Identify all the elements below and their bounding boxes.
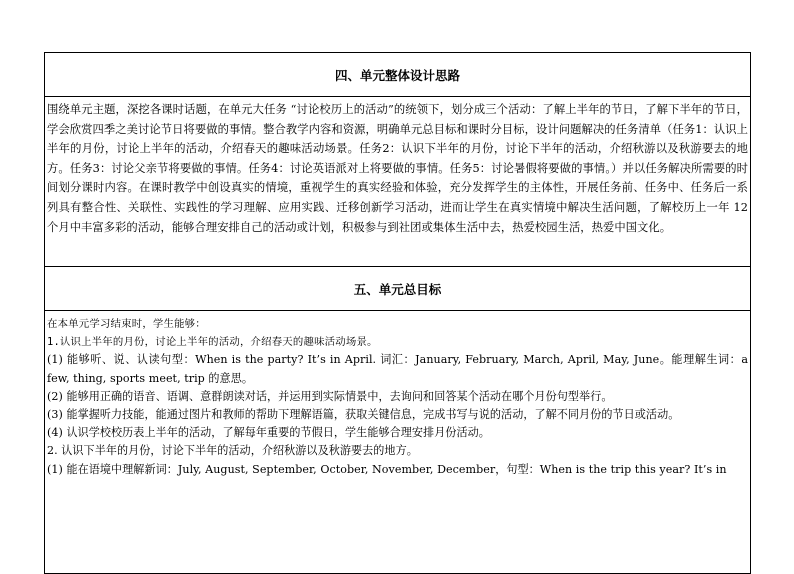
goal-1-item-4: (4) 认识学校校历表上半年的活动，了解每年重要的节假日，学生能够合理安排月份活动。 bbox=[47, 426, 490, 440]
section-4-body-row bbox=[45, 97, 750, 267]
section-4-paragraph: 围绕单元主题，深挖各课时话题，在单元大任务 “讨论校历上的活动”的统领下，划分成三个活动：了解上半年的节日，了解下半年的节日，学会欣赏四季之美讨论节日将要做的事情。整合教学内容和资源，明确单元总目标和课时分目标，设计问题解决的任务清单（任务1：认识上半年的月份，讨论上半年的活动，介绍春天的趣味活动场景。任务2：认识下半年的月份，讨论下半年的活动，介绍秋游以及秋游要去的地方。任务3：讨论父亲节将要做的事情。任务4：讨论英语派对上将要做的事情。任务5：讨论暑假将要做的事情。）并以任务解决所需要的时间划分课时内容。在课时教学中创设真实的情境，重视学生的真实经验和体验，充分发挥学生的主体性，开展任务前、任务中、任务后一系列具有整合性、关联性、实践性的学习理解、应用实践、迁移创新学习活动，进而让学生在真实情境中解决生活问题，了解校历上一年 12 个月中丰富多彩的活动，能够合理安排自己的活动或计划，积极参与到社团或集体生活中去，热爱校园生活，热爱中国文化。 bbox=[47, 103, 748, 234]
design-table bbox=[44, 52, 751, 574]
goal-1-title: 1.认识上半年的月份，讨论上半年的活动，介绍春天的趣味活动场景。 bbox=[47, 336, 378, 349]
section-5-body-row bbox=[45, 311, 750, 573]
goal-1-item-2: (2) 能够用正确的语音、语调、意群朗读对话，并运用到实际情景中，去询问和回答某个活动在哪个月份句型举行。 bbox=[47, 389, 613, 403]
section-4-heading-row bbox=[45, 53, 750, 97]
section-5-body bbox=[45, 315, 750, 479]
section-4-heading: 四、单元整体设计思路 bbox=[334, 67, 460, 83]
goal-2-item-1: (1) 能在语境中理解新词：July, August, September, October, November, December，句型：When is the trip this year? It’s in bbox=[47, 462, 727, 476]
section-4-body bbox=[45, 100, 750, 237]
section-5-intro: 在本单元学习结束时，学生能够： bbox=[47, 318, 206, 330]
section-5-heading-row bbox=[45, 267, 750, 311]
goal-1-item-3: (3) 能掌握听力技能，能通过图片和教师的帮助下理解语篇，获取关键信息，完成书写与说的活动，了解不同月份的节日或活动。 bbox=[47, 408, 680, 422]
section-5-heading: 五、单元总目标 bbox=[353, 281, 442, 297]
goal-2-title: 2. 认识下半年的月份，讨论下半年的活动，介绍秋游以及秋游要去的地方。 bbox=[47, 444, 418, 458]
goal-1-item-1: (1) 能够听、说、认读句型：When is the party? It’s in April. 词汇：January, February, March, April, May, June。能理解生词：a few, thing, sports meet, trip 的意思。 bbox=[47, 353, 748, 385]
